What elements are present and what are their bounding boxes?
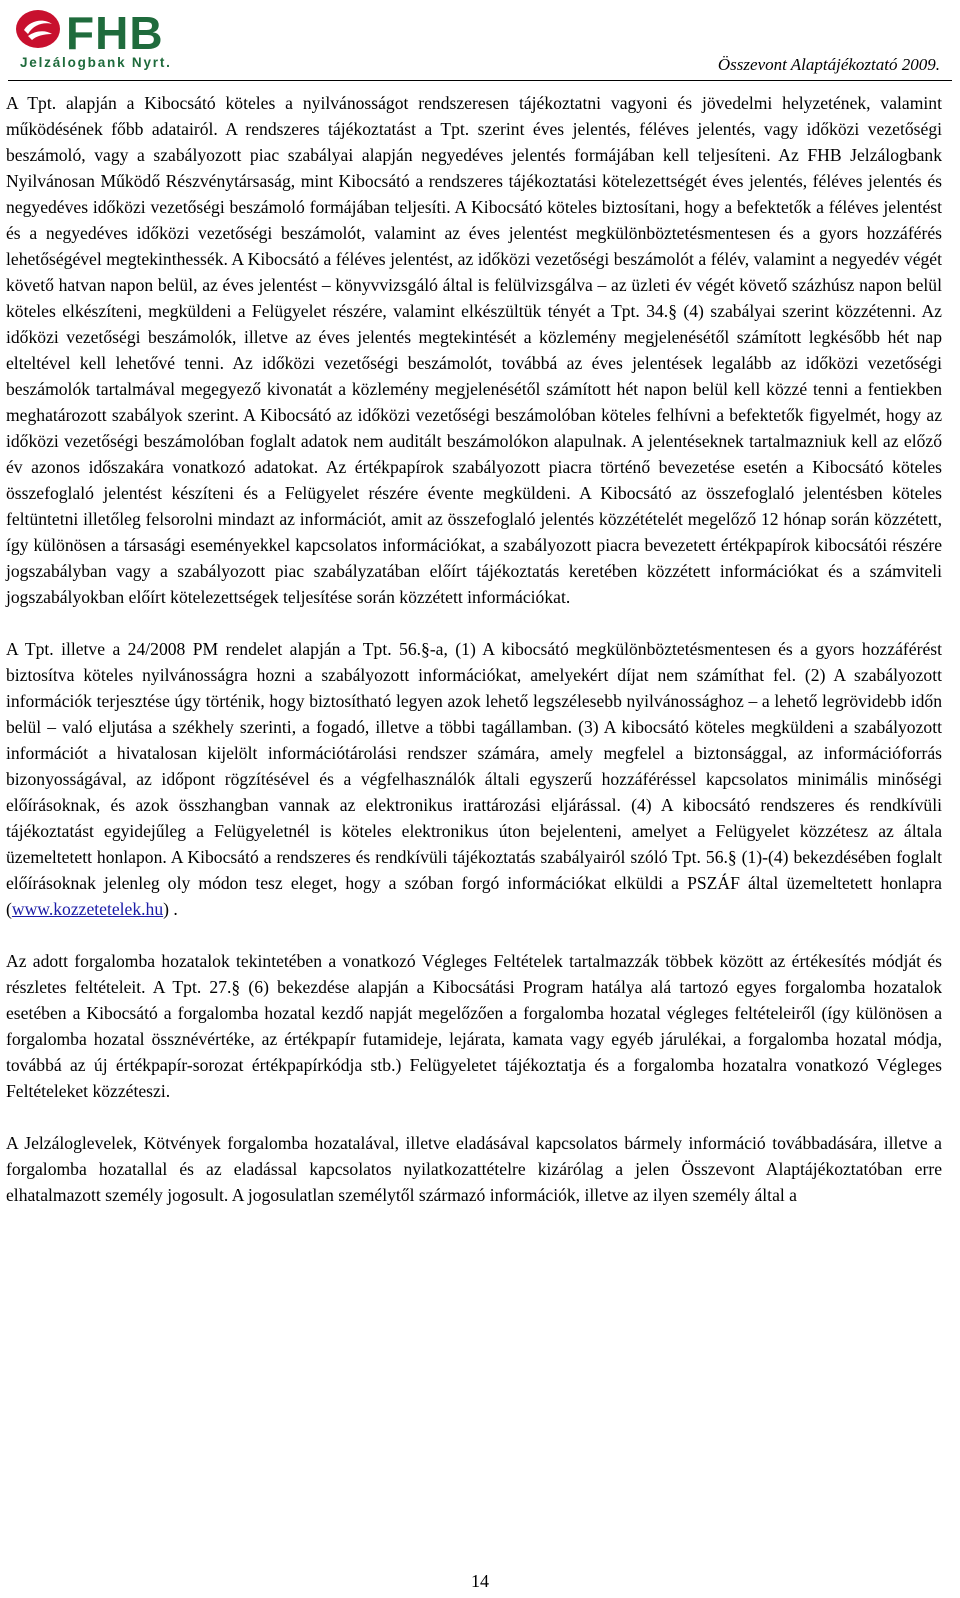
page-header [0, 0, 960, 86]
document-title: Összevont Alaptájékoztató 2009. [717, 55, 940, 74]
paragraph-text-end: ) . [163, 899, 178, 919]
paragraph-regulated-information [6, 636, 942, 922]
fhb-emblem-icon [14, 6, 66, 54]
paragraph-spacer [6, 922, 942, 948]
logo-wordmark: FHB [66, 7, 164, 59]
paragraph-spacer [6, 1104, 942, 1130]
header-divider [8, 80, 952, 81]
page-number: 14 [471, 1571, 489, 1591]
document-body [6, 90, 942, 1208]
logo-subtitle: Jelzálogbank Nyrt. [20, 55, 172, 70]
paragraph-text: A Tpt. illetve a 24/2008 PM rendelet alapján a Tpt. 56.§-a, (1) A kibocsátó megkülönböztetésmentesen és a gyors hozzáférést biztosítva köteles nyilvánosságra hozni a szabályozott információkat, amelyekért díjat nem számíthat fel. (2) A szabályozott információk terjesztése úgy történik, hogy biztosítható legyen azok lehető legszélesebb nyilvánossághoz – a lehető legrövidebb időn belül – való eljutása a székhely szerinti, a fogadó, illetve a többi tagállamban. (3) A kibocsátó köteles megküldeni a szabályozott információt a hivatalosan kijelölt információtárolási rendszer számára, amely megfelel a biztonsággal, az információforrás bizonyosságával, az időpont rögzítésével és a végfelhasználók általi egyszerű hozzáféréssel kapcsolatos minimális minőségi előírásoknak, és azok összhangban vannak az elektronikus irattározási eljárással. (4) A kibocsátó rendszeres és rendkívüli tájékoztatást egyidejűleg a Felügyeletnél is köteles elektronikus úton bejelenteni, amelyet a Felügyelet közzétesz az általa üzemeltetett honlapon. A Kibocsátó a rendszeres és rendkívüli tájékoztatás szabályairól szóló Tpt. 56.§ (1)-(4) bekezdésében foglalt előírásoknak jelenleg oly módon tesz eleget, hogy a szóban forgó információkat elküldi a PSZÁF által üzemeltetett honlapra ( [6, 639, 942, 919]
fhb-logo [14, 6, 186, 76]
kozzetetelek-link[interactable]: www.kozzetetelek.hu [11, 899, 164, 919]
paragraph-reporting-obligations: A Tpt. alapján a Kibocsátó köteles a nyilvánosságot rendszeresen tájékoztatni vagyoni és jövedelmi helyzetének, valamint működésének főbb adatairól. A rendszeres tájékoztatást a Tpt. szerint éves jelentés, féléves jelentés, vagy időközi vezetőségi beszámoló, vagy a szabályozott piac szabályai alapján negyedéves jelentés formájában kell teljesíteni. Az FHB Jelzálogbank Nyilvánosan Működő Részvénytársaság, mint Kibocsátó a rendszeres tájékoztatási kötelezettségét éves jelentés, féléves jelentés és negyedéves időközi vezetőségi beszámoló formájában teljesíti. A Kibocsátó köteles biztosítani, hogy a befektetők a féléves jelentést és a negyedéves időközi vezetőségi beszámolót, valamint az éves jelentést megkülönböztetésmentesen és a gyors hozzáférés lehetőségével megtekinthessék. A Kibocsátó a féléves jelentést, az időközi vezetőségi beszámolót a félév, valamint a negyedév végét követő hatvan napon belül, az éves jelentést – könyvvizsgáló által is felülvizsgálva – az üzleti év végét követő százhúsz napon belül köteles elkészíteni, megküldeni a Felügyelet részére, valamint elkészültük tényét a Tpt. 34.§ (4) szabályai szerint közzétenni. Az időközi vezetőségi beszámolók, illetve az éves jelentés megtekintését a közlemény megjelenésétől számított legkésőbb hét nap elteltével kell lehetővé tenni. Az időközi vezetőségi beszámolót, továbbá az éves jelentések legalább az időközi vezetőségi beszámolók tartalmával megegyező kivonatát a közlemény megjelenésétől számított hét napon belül kell közzé tenni a fentiekben meghatározott szabályok szerint. A Kibocsátó az időközi vezetőségi beszámolóban köteles felhívni a befektetők figyelmét, hogy az időközi vezetőségi beszámolóban foglalt adatok nem auditált beszámolókon alapulnak. A jelentéseknek tartalmazniuk kell az előző év azonos időszakára vonatkozó adatokat. Az értékpapírok szabályozott piacra történő bevezetése esetén a Kibocsátó köteles összefoglaló jelentést készíteni és a Felügyelet részére évente megküldeni. A Kibocsátó az összefoglaló jelentésben köteles feltüntetni illetőleg felsorolni mindazt az információt, amit az összefoglaló jelentés közzétételét megelőző 12 hónap során közzétett, így különösen a társasági eseményekkel kapcsolatos információkat, a szabályozott piacra bevezetett értékpapírok kibocsátói részére jogszabályban vagy a szabályozott piac szabályzatában előírt tájékoztatás keretében közzétett információkat és a számviteli jogszabályokban előírt kötelezettségek teljesítése során közzétett információkat. [6, 93, 942, 607]
paragraph-final-terms: Az adott forgalomba hozatalok tekintetében a vonatkozó Végleges Feltételek tartalmazzák többek között az értékesítés módját és részletes feltételeit. A Tpt. 27.§ (6) bekezdése alapján a Kibocsátási Program hatálya alá tartozó egyes forgalomba hozatalok esetében a Kibocsátó a forgalomba hozatal kezdő napját megelőzően a forgalomba hozatal végleges feltételeiről (így különösen a forgalomba hozatal össznévértéke, az értékpapír futamideje, lejárata, kamata vagy egyéb járulékai, a forgalomba hozatal módja, továbbá az új értékpapír-sorozat értékpapírkódja stb.) Felügyeletet tájékoztatja és a forgalomba hozatalra vonatkozó Végleges Feltételeket közzéteszi. [6, 951, 942, 1101]
paragraph-authorized-disclosure: A Jelzáloglevelek, Kötvények forgalomba hozatalával, illetve eladásával kapcsolatos bármely információ továbbadására, illetve a forgalomba hozatallal és az eladással kapcsolatos nyilatkozattételre kizárólag a jelen Összevont Alaptájékoztatóban erre elhatalmazott személy jogosult. A jogosulatlan személytől származó információk, illetve az ilyen személy által a [6, 1133, 942, 1205]
paragraph-spacer [6, 610, 942, 636]
